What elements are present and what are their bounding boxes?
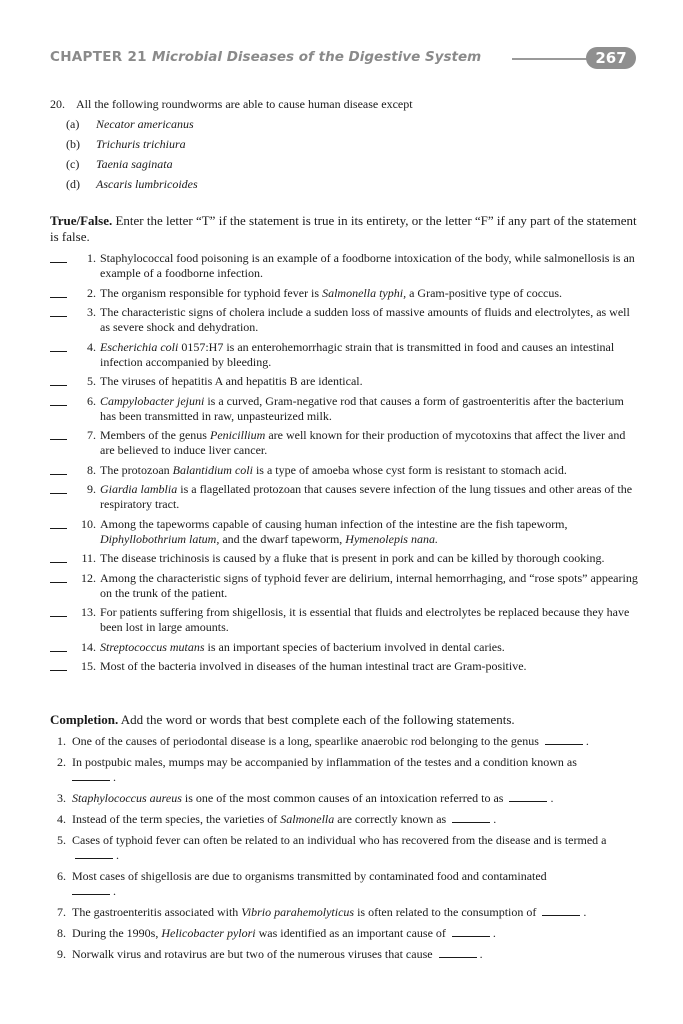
tf-item: [50, 517, 640, 547]
answer-blank[interactable]: [50, 474, 67, 475]
truefalse-intro: [50, 213, 640, 245]
completion-instructions: Add the word or words that best complete each of the following statements.: [120, 712, 515, 727]
completion-item: [50, 869, 640, 899]
item-number: 8.: [87, 462, 96, 477]
option-a: [50, 117, 640, 137]
item-number: 3.: [87, 305, 96, 319]
tf-item: [50, 571, 640, 601]
item-number: 15.: [81, 659, 96, 673]
tf-item: [50, 394, 640, 424]
answer-blank[interactable]: [509, 791, 547, 802]
item-text: The characteristic signs of cholera include a sudden loss of massive amounts of fluids and electrolytes, as well as severe shock and dehydration.: [100, 305, 630, 334]
item-number: 13.: [81, 605, 96, 619]
tf-item: [50, 374, 640, 389]
item-number: 5.: [87, 374, 96, 388]
answer-blank[interactable]: [50, 262, 67, 263]
item-text: The gastroenteritis associated with Vibrio parahemolyticus is often related to the consumption of .: [72, 905, 587, 919]
option-text: Trichuris trichiura: [96, 137, 186, 151]
answer-blank[interactable]: [72, 884, 110, 895]
tf-item: [50, 428, 640, 458]
item-number: 7.: [87, 428, 96, 442]
item-number: 12.: [81, 570, 96, 585]
completion-item: [50, 734, 640, 749]
answer-blank[interactable]: [75, 848, 113, 859]
tf-item: [50, 605, 640, 635]
item-text: Staphylococcal food poisoning is an example of a foodborne intoxication of the body, while salmonellosis is an example of a foodborne infection.: [100, 251, 635, 280]
item-text: Norwalk virus and rotavirus are but two of the numerous viruses that cause .: [72, 947, 483, 961]
chapter-label: CHAPTER 21: [50, 49, 147, 65]
item-number: 6.: [87, 393, 96, 408]
option-letter: (b): [66, 137, 80, 151]
option-b: [50, 137, 640, 157]
item-number: 2.: [57, 755, 66, 769]
option-text: Ascaris lumbricoides: [96, 177, 198, 191]
tf-item: [50, 640, 640, 655]
option-d: [50, 177, 640, 197]
tf-item: [50, 551, 640, 566]
answer-blank[interactable]: [452, 926, 490, 937]
item-text: One of the causes of periodontal disease is a long, spearlike anaerobic rod belonging to the genus .: [72, 734, 589, 748]
answer-blank[interactable]: [50, 582, 67, 583]
item-text: Cases of typhoid fever can often be related to an individual who has recovered from the disease and is termed a .: [72, 833, 607, 862]
item-text: Most cases of shigellosis are due to organisms transmitted by contaminated food and contaminated .: [72, 869, 547, 898]
item-number: 9.: [87, 482, 96, 496]
tf-item: [50, 340, 640, 370]
answer-blank[interactable]: [452, 812, 490, 823]
truefalse-instructions: Enter the letter “T” if the statement is true in its entirety, or the letter “F” if any part of the statement is false.: [50, 213, 637, 244]
answer-blank[interactable]: [50, 405, 67, 406]
completion-item: [50, 926, 640, 941]
answer-blank[interactable]: [50, 439, 67, 440]
item-number: 6.: [57, 869, 66, 883]
item-number: 2.: [87, 285, 96, 300]
option-c: [50, 157, 640, 177]
completion-heading: Completion.: [50, 712, 119, 727]
item-number: 5.: [57, 833, 66, 847]
item-text: In postpubic males, mumps may be accompanied by inflammation of the testes and a condition known as .: [72, 755, 577, 784]
answer-blank[interactable]: [72, 770, 110, 781]
truefalse-list: [50, 251, 640, 679]
item-text: The protozoan Balantidium coli is a type of amoeba whose cyst form is resistant to stomach acid.: [100, 462, 567, 477]
answer-blank[interactable]: [50, 528, 67, 529]
answer-blank[interactable]: [50, 297, 67, 298]
item-number: 11.: [81, 551, 96, 565]
answer-blank[interactable]: [50, 562, 67, 563]
answer-blank[interactable]: [50, 385, 67, 386]
item-text: Instead of the term species, the varieties of Salmonella are correctly known as .: [72, 812, 497, 826]
option-letter: (d): [66, 177, 80, 191]
option-text: Necator americanus: [96, 117, 194, 131]
item-text: The organism responsible for typhoid fever is Salmonella typhi, a Gram-positive type of coccus.: [100, 285, 563, 300]
completion-list: [50, 734, 640, 968]
completion-item: [50, 833, 640, 863]
truefalse-heading: True/False.: [50, 213, 113, 228]
item-number: 4.: [87, 339, 96, 354]
page-header: [50, 47, 640, 71]
item-number: 7.: [57, 905, 66, 919]
completion-item: [50, 905, 640, 920]
answer-blank[interactable]: [50, 651, 67, 652]
answer-blank[interactable]: [50, 316, 67, 317]
item-text: The disease trichinosis is caused by a fluke that is present in pork and can be killed by thorough cooking.: [100, 551, 605, 565]
item-number: 4.: [57, 812, 66, 826]
item-number: 8.: [57, 926, 66, 940]
completion-intro: [50, 712, 640, 728]
item-text: Staphylococcus aureus is one of the most common causes of an intoxication referred to as .: [72, 791, 554, 805]
question-number: 20.: [50, 97, 65, 111]
answer-blank[interactable]: [50, 351, 67, 352]
tf-item: [50, 482, 640, 512]
item-number: 1.: [87, 251, 96, 265]
chapter-title: Microbial Diseases of the Digestive System: [152, 49, 482, 65]
completion-item: [50, 812, 640, 827]
item-text: Most of the bacteria involved in diseases of the human intestinal tract are Gram-positive.: [100, 659, 527, 673]
completion-item: [50, 755, 640, 785]
item-text: Among the tapeworms capable of causing human infection of the intestine are the fish tapeworm, Diphyllobothrium latum, and the dwarf tapeworm, Hymenolepis nana.: [100, 516, 568, 546]
item-text: Escherichia coli 0157:H7 is an enterohemorrhagic strain that is transmitted in food and causes an intestinal infection accompanied by bleeding.: [100, 339, 615, 369]
page-number-badge: 267: [586, 47, 636, 69]
item-text: Giardia lamblia is a flagellated protozoan that causes severe infection of the lung tissues and other areas of the respiratory tract.: [100, 482, 633, 511]
answer-blank[interactable]: [439, 947, 477, 958]
option-letter: (c): [66, 157, 80, 171]
completion-item: [50, 947, 640, 962]
tf-item: [50, 659, 640, 674]
tf-item: [50, 305, 640, 335]
item-text: During the 1990s, Helicobacter pylori was identified as an important cause of .: [72, 926, 496, 940]
item-number: 10.: [81, 516, 96, 531]
item-text: Streptococcus mutans is an important species of bacterium involved in dental caries.: [100, 639, 505, 654]
tf-item: [50, 251, 640, 281]
answer-blank[interactable]: [50, 616, 67, 617]
answer-blank[interactable]: [50, 670, 67, 671]
question-text: All the following roundworms are able to cause human disease except: [76, 97, 413, 111]
item-text: For patients suffering from shigellosis, it is essential that fluids and electrolytes be replaced because they have been lost in large amounts.: [100, 605, 630, 634]
option-text: Taenia saginata: [96, 157, 173, 171]
completion-item: [50, 791, 640, 806]
option-letter: (a): [66, 117, 80, 131]
question-stem: [50, 97, 640, 117]
item-number: 9.: [57, 947, 66, 961]
item-text: Members of the genus Penicillium are well known for their production of mycotoxins that affect the liver and are believed to induce liver cancer.: [100, 428, 626, 457]
item-text: The viruses of hepatitis A and hepatitis B are identical.: [100, 374, 363, 388]
item-number: 14.: [81, 639, 96, 654]
answer-blank[interactable]: [50, 493, 67, 494]
tf-item: [50, 286, 640, 301]
tf-item: [50, 463, 640, 478]
question-20: [50, 97, 640, 197]
answer-blank[interactable]: [542, 905, 580, 916]
item-number: 3.: [57, 791, 66, 805]
item-number: 1.: [57, 734, 66, 748]
answer-blank[interactable]: [545, 734, 583, 745]
item-text: Campylobacter jejuni is a curved, Gram-negative rod that causes a form of gastroenteritis after the bacterium has been transmitted in raw, unpasteurized milk.: [100, 393, 624, 423]
item-text: Among the characteristic signs of typhoid fever are delirium, internal hemorrhaging, and “rose spots” appearing on the trunk of the patient.: [100, 570, 638, 600]
